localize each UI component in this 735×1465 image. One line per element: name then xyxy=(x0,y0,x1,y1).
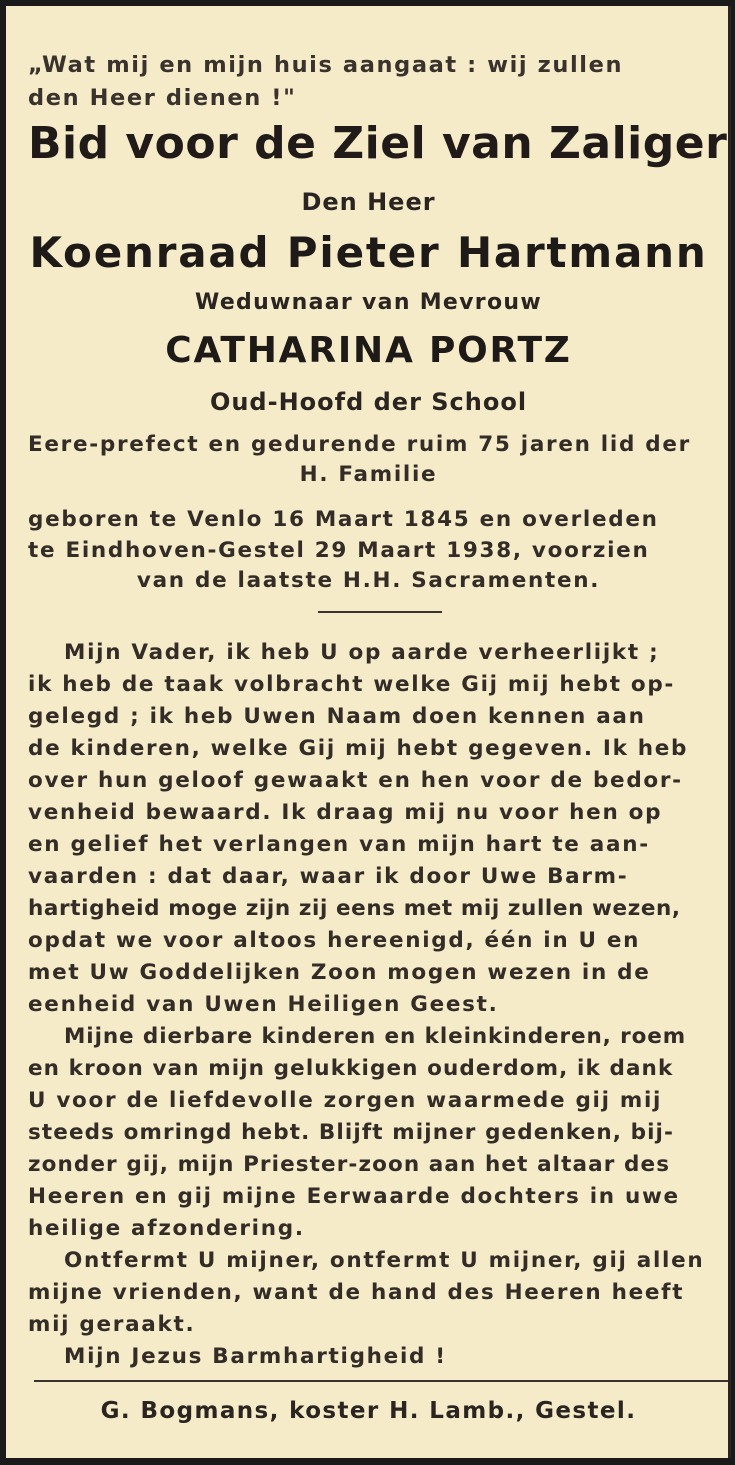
prayer-line: mijne vrienden, want de hand des Heeren heeft xyxy=(28,1280,685,1305)
prayer-line: hartigheid moge zijn zij eens met mij zullen wezen, xyxy=(28,896,681,921)
motto-line-2: den Heer dienen !" xyxy=(28,85,297,111)
prayer-line: Mijn Vader, ik heb U op aarde verheerlijkt ; xyxy=(64,640,660,665)
prayer-line: opdat we voor altoos hereenigd, één in U en xyxy=(28,928,641,953)
prayer-line: over hun geloof gewaakt en hen voor de bedor- xyxy=(28,768,683,793)
dates-line-1: geboren te Venlo 16 Maart 1845 en overleden xyxy=(28,507,659,532)
prayer-line: eenheid van Uwen Heiligen Geest. xyxy=(28,992,499,1017)
prayer-line: heilige afzondering. xyxy=(28,1216,305,1241)
prayer-line: en gelief het verlangen van mijn hart te aan- xyxy=(28,832,650,857)
deceased-title: Oud-Hoofd der School xyxy=(209,388,528,416)
deceased-name: Koenraad Pieter Hartmann xyxy=(29,228,708,277)
honors-line-2: H. Familie xyxy=(299,462,438,487)
dates-line-3: van de laatste H.H. Sacramenten. xyxy=(136,568,601,593)
prayer-line: Mijne dierbare kinderen en kleinkinderen, roem xyxy=(64,1024,687,1049)
memorial-card xyxy=(6,6,731,1458)
printer-credit: G. Bogmans, koster H. Lamb., Gestel. xyxy=(100,1398,637,1424)
prayer-line: Ontfermt U mijner, ontfermt U mijner, gij allen xyxy=(64,1248,705,1273)
prayer-line: vaarden : dat daar, waar ik door Uwe Barm- xyxy=(28,864,629,889)
spouse-name: CATHARINA PORTZ xyxy=(165,330,572,371)
prayer-line: steeds omringd hebt. Blijft mijner gedenken, bij- xyxy=(28,1120,675,1145)
prayer-line: zonder gij, mijn Priester-zoon aan het altaar des xyxy=(28,1152,671,1177)
prayer-line: en kroon van mijn gelukkigen ouderdom, ik dank xyxy=(28,1056,674,1081)
prayer-line: mij geraakt. xyxy=(28,1312,196,1337)
prayer-line: U voor de liefdevolle zorgen waarmede gij mij xyxy=(28,1088,663,1113)
prayer-line: met Uw Goddelijken Zoon mogen wezen in de xyxy=(28,960,651,985)
footer-rule xyxy=(34,1380,728,1382)
prayer-line: venheid bewaard. Ik draag mij nu voor hen op xyxy=(28,800,663,825)
divider xyxy=(318,611,442,613)
prayer-line: de kinderen, welke Gij mij hebt gegeven. Ik heb xyxy=(28,736,689,761)
honorific: Den Heer xyxy=(301,188,436,216)
honors-line-1: Eere-prefect en gedurende ruim 75 jaren lid der xyxy=(28,432,691,457)
heading: Bid voor de Ziel van Zaliger xyxy=(28,118,728,169)
prayer-line: Heeren en gij mijne Eerwaarde dochters in uwe xyxy=(28,1184,680,1209)
widower-of: Weduwnaar van Mevrouw xyxy=(195,290,542,315)
prayer-line: ik heb de taak volbracht welke Gij mij hebt op- xyxy=(28,672,676,697)
prayer-line: Mijn Jezus Barmhartigheid ! xyxy=(64,1344,447,1369)
prayer-line: gelegd ; ik heb Uwen Naam doen kennen aan xyxy=(28,704,646,729)
motto-line-1: „Wat mij en mijn huis aangaat : wij zullen xyxy=(28,52,624,78)
dates-line-2: te Eindhoven-Gestel 29 Maart 1938, voorzien xyxy=(28,538,650,563)
